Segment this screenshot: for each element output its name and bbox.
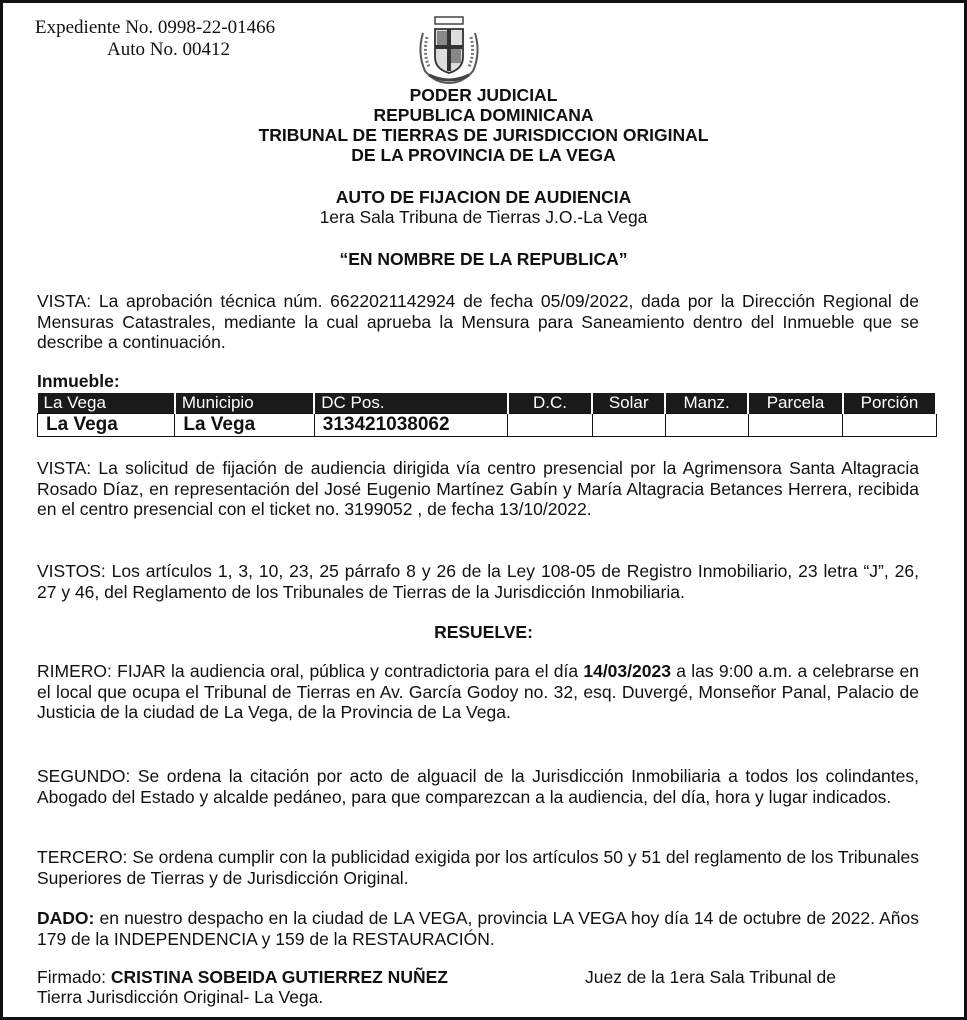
case-numbers bbox=[35, 17, 275, 61]
header-line-4: DE LA PROVINCIA DE LA VEGA bbox=[351, 145, 616, 165]
inmueble-table bbox=[37, 393, 937, 437]
document-title bbox=[3, 187, 964, 227]
dado-text: en nuestro despacho en la ciudad de LA VEGA, provincia LA VEGA hoy día 14 de octubre de 2022. Años 179 de la INDEPENDENCIA y 159 de la RESTAURACIÓN. bbox=[37, 908, 919, 949]
resuelve-heading: RESUELVE: bbox=[434, 622, 533, 642]
header-line-2: REPUBLICA DOMINICANA bbox=[373, 105, 594, 125]
table-header-cell: Parcela bbox=[748, 393, 843, 414]
table-header-cell: DC Pos. bbox=[314, 393, 508, 414]
table-cell bbox=[592, 414, 665, 437]
primero-text-before: RIMERO: FIJAR la audiencia oral, pública y contradictoria para el día bbox=[37, 661, 584, 681]
table-header-cell: La Vega bbox=[38, 393, 175, 414]
vista-paragraph-2: VISTA: La solicitud de fijación de audiencia dirigida vía centro presencial por la Agrimensora Santa Altagracia Rosado Díaz, en representación del José Eugenio Martínez Gabín y María Altagracia Betances Herrera, recibida en el centro presencial con el ticket no. 3199052 , de fecha 13/10/2022. bbox=[37, 458, 919, 519]
table-header-cell: Manz. bbox=[665, 393, 748, 414]
table-header-cell: Porción bbox=[843, 393, 936, 414]
coat-of-arms-seal-icon bbox=[415, 13, 483, 85]
table-cell bbox=[508, 414, 592, 437]
dado-paragraph bbox=[37, 908, 919, 949]
table-cell bbox=[748, 414, 843, 437]
table-header-cell: D.C. bbox=[508, 393, 592, 414]
table-cell: 313421038062 bbox=[314, 414, 508, 437]
judge-position-line-2: Tierra Jurisdicción Original- La Vega. bbox=[37, 987, 324, 1007]
en-nombre-heading: “EN NOMBRE DE LA REPUBLICA” bbox=[339, 249, 628, 269]
vista-paragraph-1: VISTA: La aprobación técnica núm. 6622021142924 de fecha 05/09/2022, dada por la Dirección Regional de Mensuras Catastrales, mediante la cual aprueba la Mensura para Saneamiento dentro del Inmueble que se describe a continuación. bbox=[37, 291, 919, 352]
judge-name: CRISTINA SOBEIDA GUTIERREZ NUÑEZ bbox=[110, 967, 448, 987]
header-line-1: PODER JUDICIAL bbox=[409, 85, 558, 105]
firma-label: Firmado: bbox=[37, 967, 111, 987]
tercero-paragraph: TERCERO: Se ordena cumplir con la publicidad exigida por los artículos 50 y 51 del reglamento de los Tribunales Superiores de Tierras y de Jurisdicción Original. bbox=[37, 847, 919, 888]
court-header bbox=[3, 85, 964, 165]
table-header-cell: Municipio bbox=[175, 393, 314, 414]
auto-number: Auto No. 00412 bbox=[107, 39, 230, 60]
vistos-paragraph: VISTOS: Los artículos 1, 3, 10, 23, 25 párrafo 8 y 26 de la Ley 108-05 de Registro Inmobiliario, 23 letra “J”, 26, 27 y 46, del Reglamento de los Tribunales de Tierras de la Jurisdicción Inmobiliaria. bbox=[37, 561, 919, 602]
inmueble-label: Inmueble: bbox=[37, 371, 120, 391]
table-cell: La Vega bbox=[175, 414, 314, 437]
primero-text-after: a las 9:00 a.m. a celebrarse en el local que ocupa el Tribunal de Tierras en Av. García Godoy no. 32, esq. Duvergé, Monseñor Panal, Palacio de Justicia de la ciudad de La Vega, de la Provincia de La Vega. bbox=[37, 661, 920, 722]
table-header-row bbox=[38, 393, 937, 414]
judge-position: Juez de la 1era Sala Tribunal de bbox=[585, 967, 836, 987]
table-header-cell: Solar bbox=[592, 393, 665, 414]
title-main: AUTO DE FIJACION DE AUDIENCIA bbox=[335, 187, 632, 207]
hearing-date: 14/03/2023 bbox=[583, 661, 671, 681]
dado-label: DADO: bbox=[37, 908, 95, 928]
expediente-number: Expediente No. 0998-22-01466 bbox=[35, 17, 276, 38]
table-cell: La Vega bbox=[38, 414, 175, 437]
segundo-paragraph: SEGUNDO: Se ordena la citación por acto de alguacil de la Jurisdicción Inmobiliaria a todos los colindantes, Abogado del Estado y alcalde pedáneo, para que comparezcan a la audiencia, del día, hora y lugar indicados. bbox=[37, 766, 919, 807]
header-line-3: TRIBUNAL DE TIERRAS DE JURISDICCION ORIGINAL bbox=[258, 125, 709, 145]
primero-paragraph bbox=[37, 661, 919, 723]
signature-block bbox=[37, 967, 937, 1007]
table-cell bbox=[665, 414, 748, 437]
title-sub: 1era Sala Tribuna de Tierras J.O.-La Vega bbox=[319, 207, 648, 227]
table-cell bbox=[843, 414, 936, 437]
table-row bbox=[38, 414, 937, 437]
